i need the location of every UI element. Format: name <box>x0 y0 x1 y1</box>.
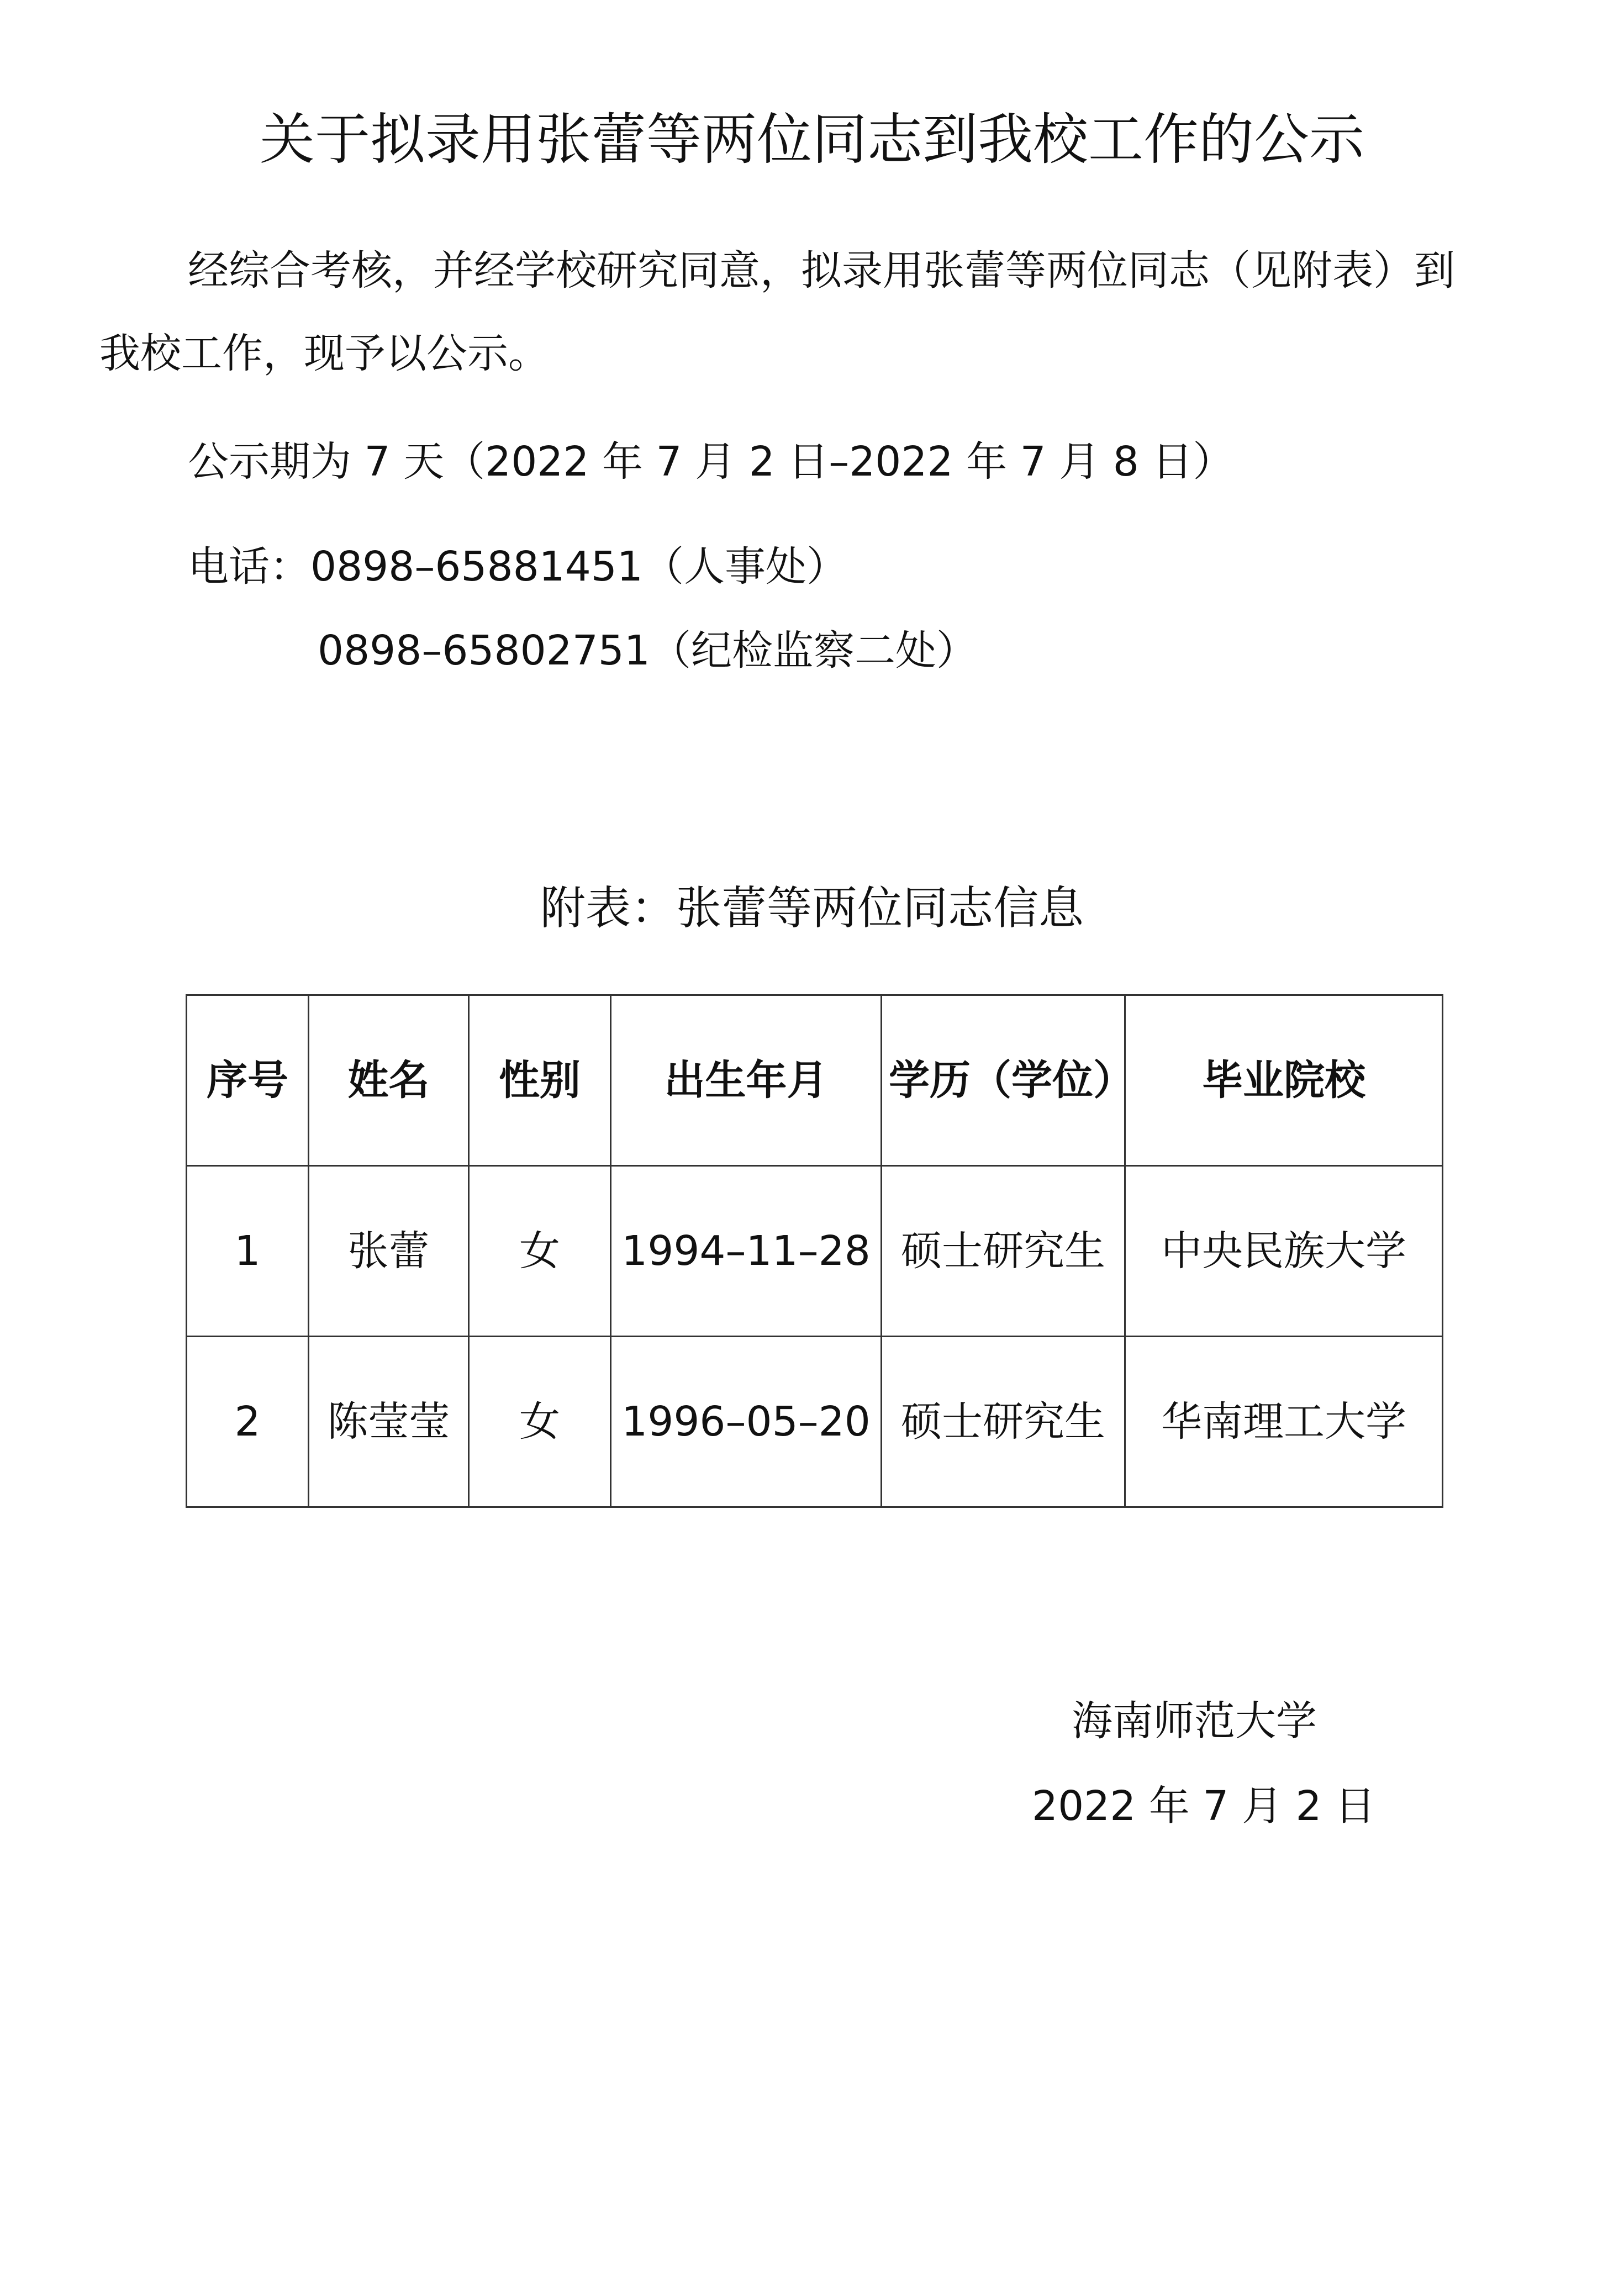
row-graduated-school: 中央民族大学 <box>1125 1166 1443 1337</box>
header-gender: 性别 <box>469 995 611 1166</box>
signature-date: 2022 年 7 月 2 日 <box>1032 1782 1376 1830</box>
row-gender: 女 <box>469 1166 611 1337</box>
row-birth-date: 1996–05–20 <box>611 1337 882 1507</box>
header-education: 学历（学位） <box>882 995 1125 1166</box>
table-row <box>187 1337 1443 1507</box>
intro-paragraph-line-1: 经综合考核，并经学校研究同意，拟录用张蕾等两位同志（见附表）到 <box>188 247 1455 294</box>
header-name: 姓名 <box>309 995 469 1166</box>
row-education: 硕士研究生 <box>882 1166 1125 1337</box>
announcement-period: 公示期为 7 天（2022 年 7 月 2 日–2022 年 7 月 8 日） <box>188 438 1234 486</box>
header-birth-date: 出生年月 <box>611 995 882 1166</box>
row-gender: 女 <box>469 1337 611 1507</box>
contact-phone-hr: 电话：0898–65881451（人事处） <box>188 543 847 590</box>
row-name: 陈莹莹 <box>309 1337 469 1507</box>
row-name: 张蕾 <box>309 1166 469 1337</box>
signature-organization: 海南师范大学 <box>1072 1697 1317 1745</box>
row-education: 硕士研究生 <box>882 1337 1125 1507</box>
table-header-row <box>187 995 1443 1166</box>
intro-paragraph-line-2: 我校工作，现予以公示。 <box>99 330 549 377</box>
appendix-title: 附表：张蕾等两位同志信息 <box>540 882 1084 935</box>
contact-phone-discipline: 0898–65802751（纪检监察二处） <box>318 627 977 674</box>
header-graduated-school: 毕业院校 <box>1125 995 1443 1166</box>
document-title: 关于拟录用张蕾等两位同志到我校工作的公示 <box>260 107 1364 172</box>
table-row <box>187 1166 1443 1337</box>
row-birth-date: 1994–11–28 <box>611 1166 882 1337</box>
row-index: 2 <box>187 1337 309 1507</box>
header-index: 序号 <box>187 995 309 1166</box>
row-index: 1 <box>187 1166 309 1337</box>
row-graduated-school: 华南理工大学 <box>1125 1337 1443 1507</box>
appendix-table <box>186 994 1443 1508</box>
